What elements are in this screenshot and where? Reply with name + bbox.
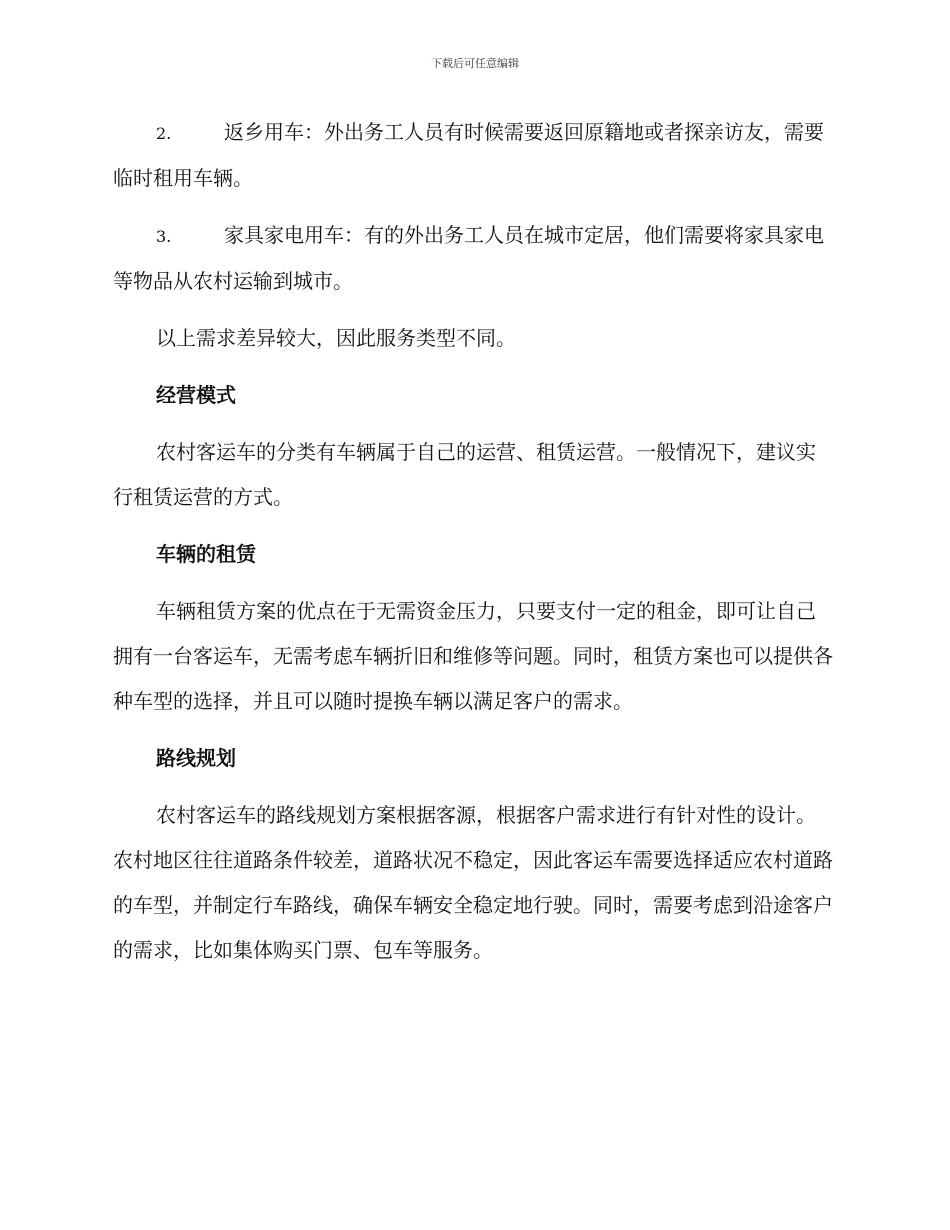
section-heading-route-planning: 路线规划 bbox=[156, 746, 236, 770]
list-item-3 bbox=[113, 213, 835, 304]
section-heading-vehicle-leasing: 车辆的租赁 bbox=[156, 542, 256, 566]
list-number: 3. bbox=[156, 227, 172, 246]
paragraph-route-planning: 农村客运车的路线规划方案根据客源，根据客户需求进行有针对性的设计。农村地区往往道路条件较差，道路状况不稳定，因此客运车需要选择适应农村道路的车型，并制定行车路线，确保车辆安全稳定地行驶。同时，需要考虑到沿途客户的需求，比如集体购买门票、包车等服务。 bbox=[113, 803, 833, 962]
document-body bbox=[113, 110, 835, 985]
paragraph-business-model: 农村客运车的分类有车辆属于自己的运营、租赁运营。一般情况下，建议实行租赁运营的方式。 bbox=[113, 440, 816, 509]
list-item-text: 返乡用车：外出务工人员有时候需要返回原籍地或者探亲访友，需要临时租用车辆。 bbox=[113, 120, 824, 190]
paragraph-summary: 以上需求差异较大，因此服务类型不同。 bbox=[156, 326, 516, 350]
list-number: 2. bbox=[156, 124, 172, 143]
list-item-2 bbox=[113, 110, 835, 201]
page-header: 下载后可任意编辑 bbox=[431, 57, 519, 70]
paragraph-vehicle-leasing: 车辆租赁方案的优点在于无需资金压力，只要支付一定的租金，即可让自己拥有一台客运车，无需考虑车辆折旧和维修等问题。同时，租赁方案也可以提供各种车型的选择，并且可以随时提换车辆以满足客户的需求。 bbox=[113, 599, 833, 713]
list-item-text: 家具家电用车：有的外出务工人员在城市定居，他们需要将家具家电等物品从农村运输到城市。 bbox=[113, 223, 824, 293]
section-heading-business-model: 经营模式 bbox=[156, 383, 236, 407]
